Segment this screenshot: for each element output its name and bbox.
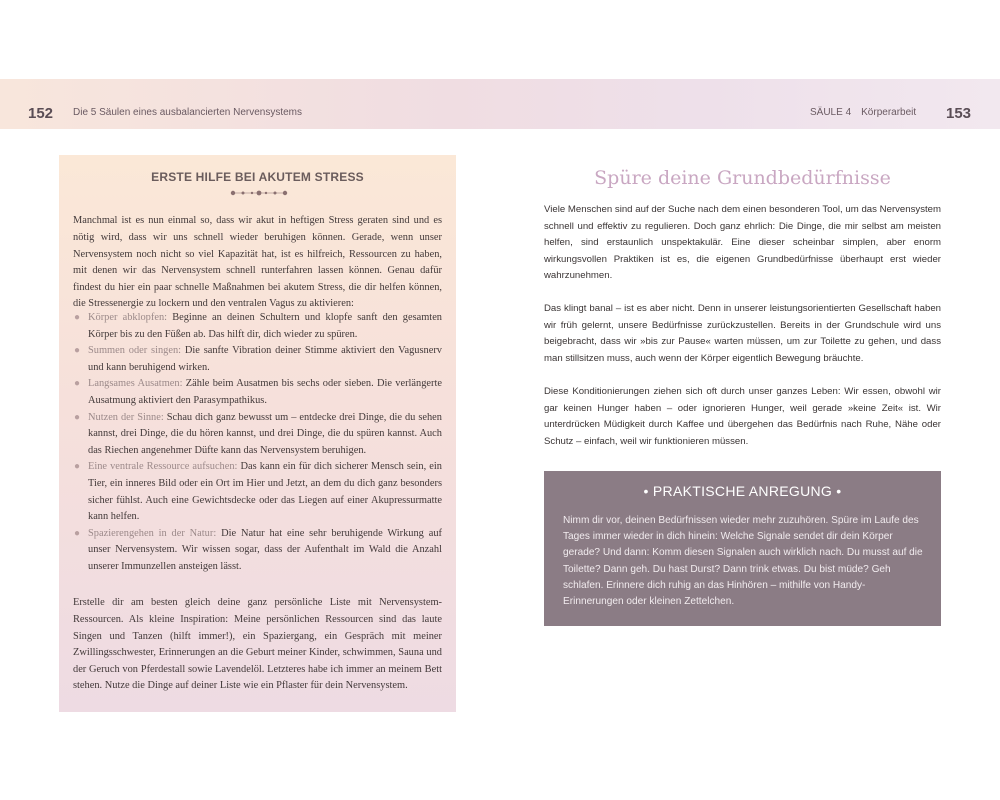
dot-ornament: [227, 188, 291, 198]
practical-tip-box: [544, 471, 941, 626]
tip-text: Die Natur hat eine sehr beruhigende Wirkung auf unser Nervensystem. Wir wissen sogar, dass der Aufenthalt im Wald die Anzahl unserer Immunzellen ansteigen lässt.: [88, 527, 442, 572]
bullet-icon: ●: [74, 312, 81, 323]
box-outro-paragraph: Erstelle dir am besten gleich deine ganz persönliche Liste mit Nervensystem-Ressourcen. Als kleine Inspiration: Meine persönlichen Ressourcen sind das laute Singen und Tanzen (hilft immer!), ein Spaziergang, ein Gespräch mit meiner Zwillingsschwester, Erinnerungen an die Geburt meiner Kinder, schwimmen, Sauna und der Geruch von Pferdestall sowie Lavendelöl. Letzteres habe ich immer an meinem Bett stehen. Nutze die Dinge auf deiner Liste wie ein Pflaster für dein Nervensystem.: [73, 597, 442, 692]
tip-text: Zähle beim Ausatmen bis sechs oder sieben. Die verlängerte Ausatmung aktiviert den Parasympathikus.: [88, 378, 442, 406]
tip-item: [73, 376, 442, 409]
tip-key: Nutzen der Sinne:: [88, 411, 164, 423]
tip-item: [73, 410, 442, 460]
tip-key: Körper abklopfen:: [88, 312, 168, 323]
page-header-band: [0, 79, 1000, 129]
tip-text: Die sanfte Vibration deiner Stimme aktiviert den Vagusnerv und kann beruhigend wirken.: [88, 345, 442, 373]
section-title: Körperarbeit: [861, 107, 917, 118]
body-paragraph: Das klingt banal – ist es aber nicht. Denn in unserer leistungsorientierten Gesellschaft haben wir früh gelernt, unsere Bedürfnisse zurückzustellen. Bereits in der Grundschule wird uns beigebracht, dass wir »bis zur Pause« warten müssen, um zur Toilette zu gehen, und dass man stillsitzen muss, auch wenn der Körper eigentlich Bewegung bräuchte.: [544, 303, 941, 364]
first-aid-box: [59, 155, 456, 712]
tip-item: [73, 343, 442, 376]
tip-key: Spazierengehen in der Natur:: [88, 527, 217, 539]
tip-text: Beginne an deinen Schultern und klopfe sanft den gesamten Körper bis zu den Füßen ab. Das hilft dir, dich wieder zu spüren.: [88, 312, 442, 340]
tip-text: Das kann ein für dich sicherer Mensch sein, ein Tier, ein inneres Bild oder ein Ort im Hier und Jetzt, an dem du dich ganz besonders sicher fühlst. Auch eine Gewichtsdecke oder das Liegen auf einer Akupressurmatte kann helfen.: [88, 461, 442, 523]
bullet-icon: ●: [74, 378, 81, 390]
tip-item: [73, 310, 442, 343]
tip-key: Summen oder singen:: [88, 345, 182, 357]
left-page-number: 152: [28, 105, 54, 122]
left-running-head: Die 5 Säulen eines ausbalancierten Nervensystems: [73, 107, 303, 118]
bullet-icon: ●: [74, 345, 81, 357]
right-page-number: 153: [946, 105, 972, 122]
bullet-icon: ●: [74, 461, 81, 473]
tip-key: Eine ventrale Ressource aufsuchen:: [88, 461, 238, 473]
box-title: ERSTE HILFE BEI AKUTEM STRESS: [151, 170, 364, 184]
bullet-icon: ●: [74, 411, 81, 423]
box-intro-paragraph: Manchmal ist es nun einmal so, dass wir akut in heftigen Stress geraten sind und es nötig wird, dass wir uns schnell wieder beruhigen können. Gerade, wenn unser Nervensystem noch nicht so viel Kapazität hat, ist es hilfreich, Ressourcen zu haben, mit denen wir das Nervensystem schnell runterfahren lassen können. Genau dafür findest du hier ein paar schnelle Maßnahmen bei akutem Stress, die dir helfen können, die Stressenergie zu lockern und den ventralen Vagus zu aktivieren:: [73, 215, 442, 310]
tip-item: [73, 459, 442, 525]
tip-item: [73, 526, 442, 576]
practical-tip-title: • PRAKTISCHE ANREGUNG •: [643, 483, 842, 499]
practical-tip-text: Nimm dir vor, deinen Bedürfnissen wieder mehr zuzuhören. Spüre im Laufe des Tages immer wieder in dich hinein: Welche Signale sendet dir dein Körper gerade? Und dann: Komm diesen Signalen auch wirklich nach. Du musst auf die Toilette? Dann geh. Du hast Durst? Dann trink etwas. Du bist müde? Geh schlafen. Erinnere dich ruhig an das Hinhören – mithilfe von Handy-Erinnerungen oder kleinen Zettelchen.: [563, 515, 923, 608]
tip-text: Schau dich ganz bewusst um – entdecke drei Dinge, die du sehen kannst, drei Dinge, die du hören kannst, und drei Dinge, die du spüren kannst. Auch das Riechen angenehmer Düfte kann das Nervensystem beruhigen.: [88, 411, 442, 456]
bullet-icon: ●: [74, 527, 81, 539]
section-heading: Spüre deine Grundbedürfnisse: [594, 167, 891, 189]
tip-list: [73, 310, 442, 576]
tip-key: Langsames Ausatmen:: [88, 378, 183, 390]
section-label: SÄULE 4: [810, 107, 852, 118]
right-running-head: [810, 107, 916, 118]
body-paragraph: Diese Konditionierungen ziehen sich oft durch unser ganzes Leben: Wir essen, obwohl wir gar keinen Hunger haben – oder ignorieren Hunger, weil gerade »keine Zeit« ist. Wir unterdrücken Müdigkeit durch Kaffee und übergehen das Bedürfnis nach Ruhe, Nähe oder Schutz – einfach, weil wir funktionieren müssen.: [544, 386, 941, 447]
body-paragraph: Viele Menschen sind auf der Suche nach dem einen besonderen Tool, um das Nervensystem schnell und effektiv zu regulieren. Doch ganz ehrlich: Die Dinge, die mir selbst am meisten helfen, sind erstaunlich unspektakulär. Eine dieser scheinbar simplen, aber enorm wirkungsvollen Praktiken ist es, die eigenen Grundbedürfnisse überhaupt erst wieder wahrzunehmen.: [544, 204, 941, 281]
